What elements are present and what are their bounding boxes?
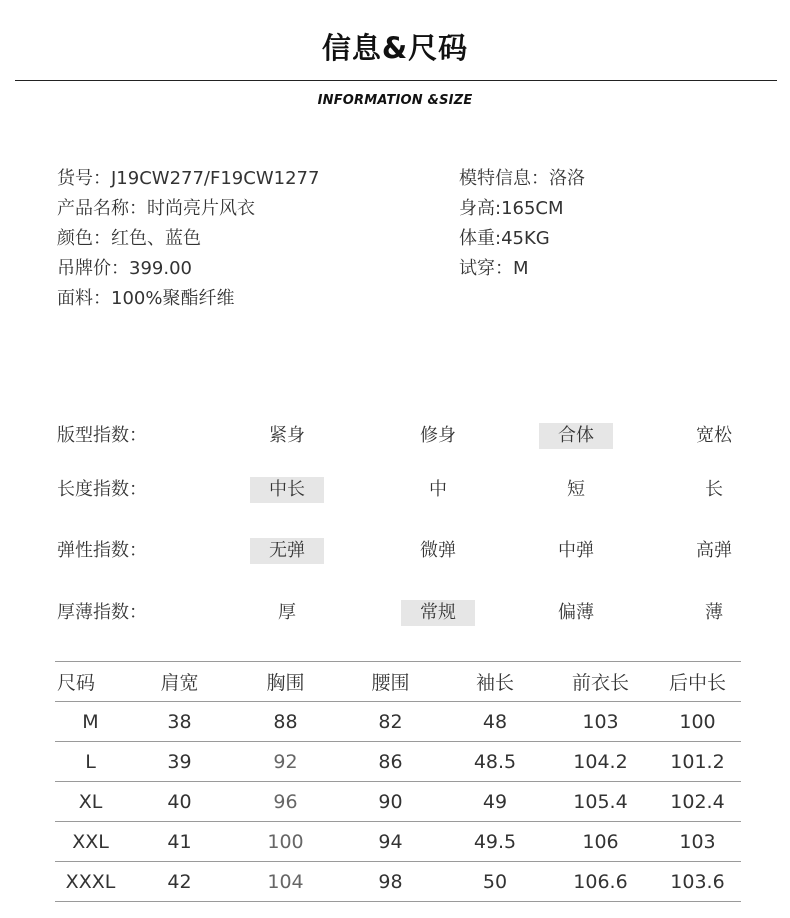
table-row [55, 822, 741, 862]
item-number: 货号：J19CW277/F19CW1277 [57, 168, 320, 189]
fit-option-loose: 宽松 [696, 425, 732, 446]
product-info [57, 164, 319, 314]
length-option-medium: 中 [429, 479, 447, 500]
page-subtitle: INFORMATION &SIZE [317, 93, 473, 108]
table-cell: 90 [338, 782, 443, 822]
table-cell: 41 [126, 822, 233, 862]
fit-option-slim: 修身 [420, 425, 456, 446]
fit-index-row [57, 423, 747, 449]
table-cell: 48 [443, 702, 547, 742]
length-index-label: 长度指数： [57, 479, 147, 500]
table-cell: 88 [233, 702, 338, 742]
column-header-front-length: 前衣长 [547, 662, 654, 702]
table-cell: 104 [233, 862, 338, 902]
table-cell: 101.2 [654, 742, 741, 782]
table-cell: 98 [338, 862, 443, 902]
fit-index-label: 版型指数： [57, 425, 147, 446]
stretch-index-label: 弹性指数： [57, 540, 147, 561]
thickness-option-thin: 薄 [705, 602, 723, 623]
model-name: 模特信息：洛洛 [459, 168, 585, 189]
product-name: 产品名称：时尚亮片风衣 [57, 198, 255, 219]
table-cell: 86 [338, 742, 443, 782]
thickness-index-row [57, 600, 747, 626]
stretch-option-high: 高弹 [696, 540, 732, 561]
table-cell: 39 [126, 742, 233, 782]
table-cell: 96 [233, 782, 338, 822]
size-chart-table [55, 661, 741, 902]
model-try-on-size: 试穿：M [459, 258, 529, 279]
table-cell: 94 [338, 822, 443, 862]
stretch-option-slight: 微弹 [420, 540, 456, 561]
length-option-mid-long: 中长 [250, 477, 324, 503]
product-colors: 颜色：红色、蓝色 [57, 228, 201, 249]
column-header-size: 尺码 [55, 662, 126, 702]
table-header-row [55, 662, 741, 702]
column-header-waist: 腰围 [338, 662, 443, 702]
column-header-back-length: 后中长 [654, 662, 741, 702]
table-cell: 105.4 [547, 782, 654, 822]
thickness-index-label: 厚薄指数： [57, 602, 147, 623]
table-row [55, 742, 741, 782]
table-cell: XXL [55, 822, 126, 862]
table-cell: 42 [126, 862, 233, 902]
header-divider [15, 80, 777, 81]
table-cell: 50 [443, 862, 547, 902]
table-cell: 103.6 [654, 862, 741, 902]
fabric: 面料：100%聚酯纤维 [57, 288, 235, 309]
length-option-long: 长 [705, 479, 723, 500]
thickness-option-thinner: 偏薄 [558, 602, 594, 623]
table-cell: 102.4 [654, 782, 741, 822]
table-cell: 40 [126, 782, 233, 822]
table-cell: 92 [233, 742, 338, 782]
table-cell: 106 [547, 822, 654, 862]
column-header-sleeve: 袖长 [443, 662, 547, 702]
model-height: 身高:165CM [459, 198, 564, 219]
table-cell: 103 [547, 702, 654, 742]
table-cell: M [55, 702, 126, 742]
table-cell: 48.5 [443, 742, 547, 782]
page-title: 信息&尺码 [321, 31, 469, 65]
table-cell: 49.5 [443, 822, 547, 862]
fit-option-tight: 紧身 [269, 425, 305, 446]
thickness-option-thick: 厚 [278, 602, 296, 623]
thickness-option-regular: 常规 [401, 600, 475, 626]
model-weight: 体重:45KG [459, 228, 550, 249]
length-option-short: 短 [567, 479, 585, 500]
table-row [55, 862, 741, 902]
stretch-option-none: 无弹 [250, 538, 324, 564]
table-cell: 100 [654, 702, 741, 742]
stretch-option-medium: 中弹 [558, 540, 594, 561]
length-index-row [57, 477, 747, 503]
table-cell: 38 [126, 702, 233, 742]
model-info [459, 164, 585, 284]
table-cell: 49 [443, 782, 547, 822]
table-cell: 82 [338, 702, 443, 742]
table-cell: XL [55, 782, 126, 822]
table-cell: L [55, 742, 126, 782]
table-row [55, 702, 741, 742]
table-cell: 104.2 [547, 742, 654, 782]
stretch-index-row [57, 538, 747, 564]
column-header-shoulder: 肩宽 [126, 662, 233, 702]
column-header-bust: 胸围 [233, 662, 338, 702]
table-cell: 100 [233, 822, 338, 862]
fit-option-regular: 合体 [539, 423, 613, 449]
table-cell: XXXL [55, 862, 126, 902]
tag-price: 吊牌价：399.00 [57, 258, 192, 279]
table-row [55, 782, 741, 822]
table-cell: 103 [654, 822, 741, 862]
table-cell: 106.6 [547, 862, 654, 902]
